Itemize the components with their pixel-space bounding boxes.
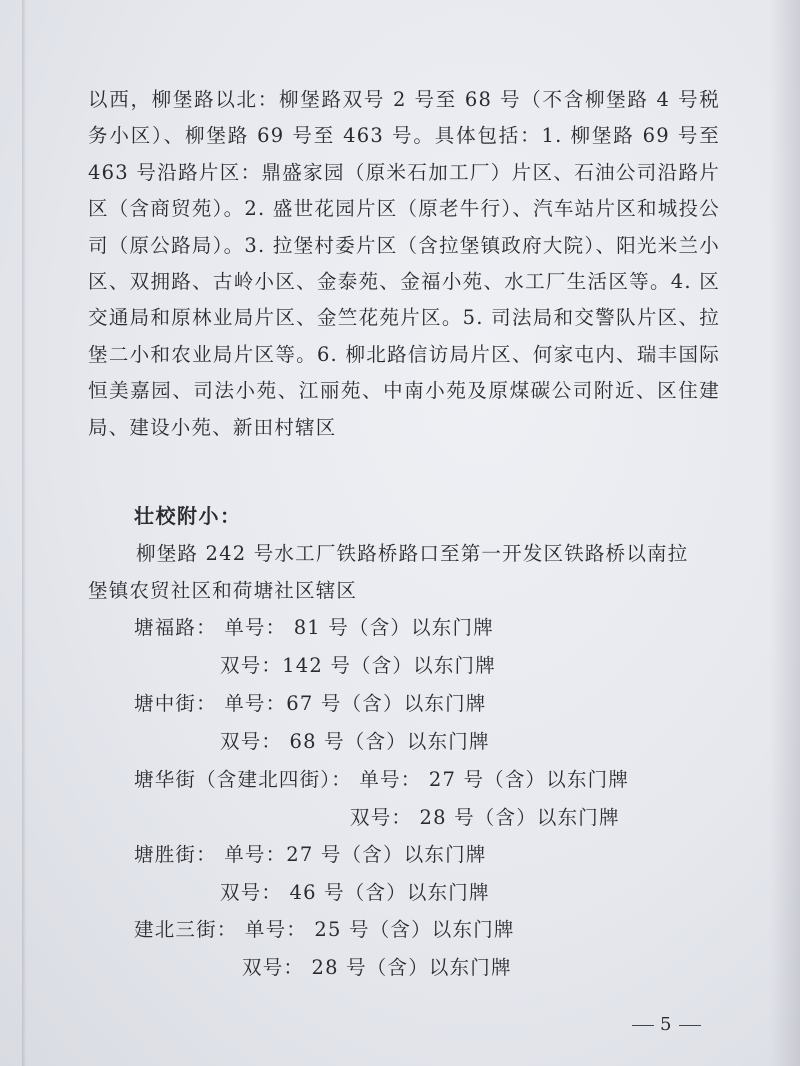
body-paragraph: 以西，柳堡路以北：柳堡路双号 2 号至 68 号（不含柳堡路 4 号税务小区）、柳堡路 69 号至 463 号。具体包括：1. 柳堡路 69 号至 463 号沿路片区：鼎盛家园（原米石加工厂）片区、石油公司沿路片区（含商贸苑）。2. 盛世花园片区（原老牛行）、汽车站片区和城投公司（原公路局）。3. 拉堡村委片区（含拉堡镇政府大院）、阳光米兰小区、双拥路、古岭小区、金泰苑、金福小苑、水工厂生活区等。4. 区交通局和原林业局片区、金竺花苑片区。5. 司法局和交警队片区、拉堡二小和农业局片区等。6. 柳北路信访局片区、何家屯内、瑞丰国际恒美嘉园、司法小苑、江丽苑、中南小苑及原煤碳公司附近、区住建局、建设小苑、新田村辖区: [88, 88, 720, 439]
address-row-tangsheng-odd: 塘胜街： 单号：27 号（含）以东门牌: [134, 843, 487, 866]
dash-left: [632, 1025, 654, 1026]
address-row-tangfu-even: 双号：142 号（含）以东门牌: [220, 654, 496, 677]
section-title: 壮校附小：: [134, 504, 242, 528]
dash-right: [679, 1025, 701, 1026]
address-row-tangfu-odd: 塘福路： 单号： 81 号（含）以东门牌: [134, 616, 494, 639]
address-row-tanghua-even: 双号： 28 号（含）以东门牌: [350, 806, 620, 829]
address-row-tangzhong-even: 双号： 68 号（含）以东门牌: [220, 730, 490, 753]
page-edge-shadow: [770, 0, 800, 1066]
address-row-jianbei3-odd: 建北三街： 单号： 25 号（含）以东门牌: [134, 918, 515, 941]
address-row-tangsheng-even: 双号： 46 号（含）以东门牌: [220, 881, 490, 904]
page-fold-shadow: [22, 0, 26, 1066]
page-number-value: 5: [660, 1014, 674, 1035]
address-row-jianbei3-even: 双号： 28 号（含）以东门牌: [242, 956, 512, 979]
page-number: [626, 1014, 707, 1035]
address-row-tangzhong-odd: 塘中街： 单号：67 号（含）以东门牌: [134, 692, 487, 715]
address-row-tanghua-odd: 塘华街（含建北四街）： 单号： 27 号（含）以东门牌: [134, 768, 630, 791]
section-description: 柳堡路 242 号水工厂铁路桥路口至第一开发区铁路桥以南拉堡镇农贸社区和荷塘社区辖区: [88, 542, 689, 602]
